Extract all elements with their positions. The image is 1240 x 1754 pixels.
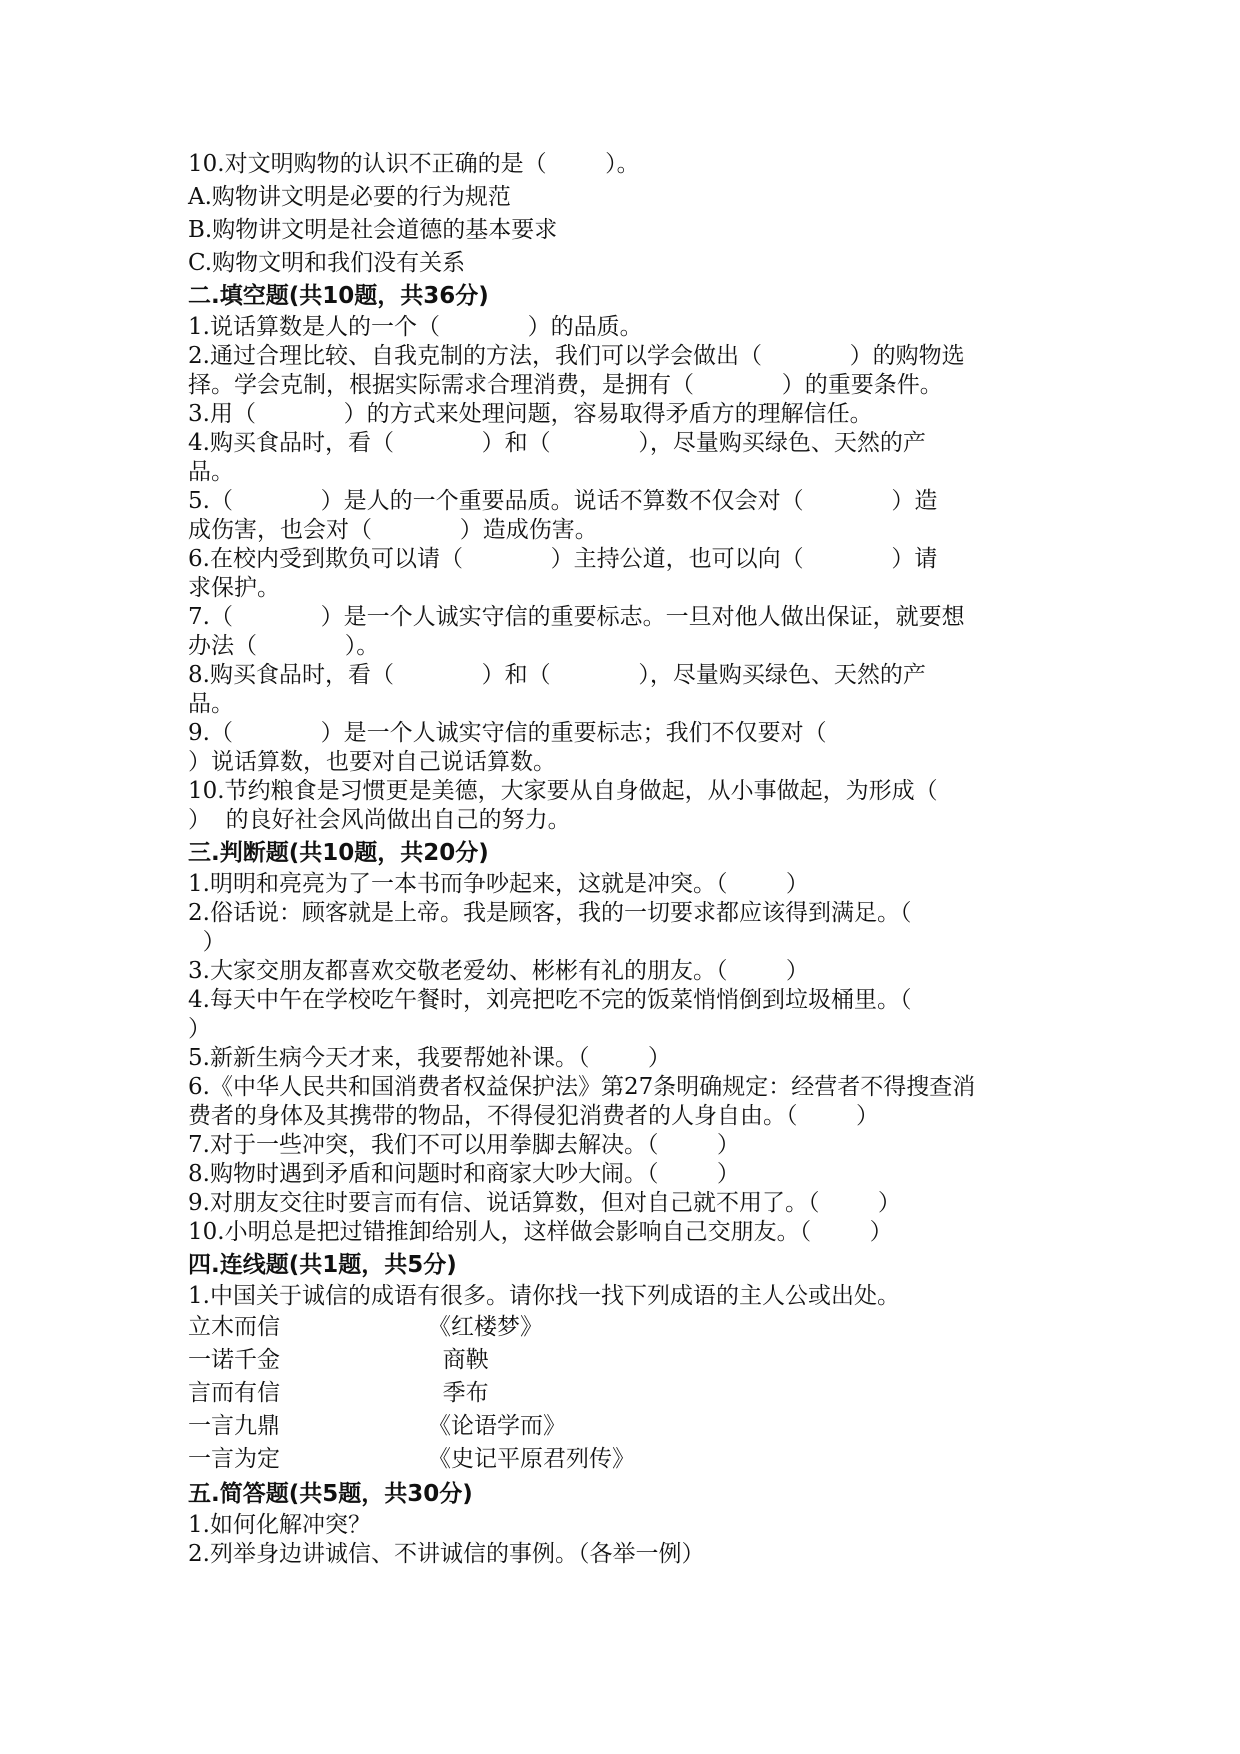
- question-line: ）: [188, 929, 226, 955]
- question-line: 成伤害，也会对（ ）造成伤害。: [188, 517, 598, 543]
- matching-prompt: 1.中国关于诚信的成语有很多。请你找一找下列成语的主人公或出处。: [188, 1283, 900, 1309]
- exam-page: [188, 150, 1068, 1569]
- matching-pair: [188, 1344, 1068, 1377]
- question-line: ）: [188, 1016, 211, 1042]
- question-line: ）说话算数，也要对自己说话算数。: [188, 749, 556, 775]
- section-title: 二.填空题(共10题，共36分): [188, 283, 489, 309]
- option-b: B.购物讲文明是社会道德的基本要求: [188, 217, 558, 243]
- source: 《红楼梦》: [428, 1314, 543, 1340]
- matching-pair: [188, 1377, 1068, 1410]
- question-line: 2.列举身边讲诚信、不讲诚信的事例。（各举一例）: [188, 1541, 705, 1567]
- source: 《史记平原君列传》: [428, 1446, 635, 1472]
- question-line: 3.用（ ）的方式来处理问题，容易取得矛盾方的理解信任。: [188, 401, 873, 427]
- idiom: 立木而信: [188, 1314, 280, 1340]
- question-line: 5.（ ）是人的一个重要品质。说话不算数不仅会对（ ）造: [188, 488, 938, 514]
- option-a: A.购物讲文明是必要的行为规范: [188, 184, 511, 210]
- idiom: 一言为定: [188, 1446, 280, 1472]
- question-line: 4.购买食品时，看（ ）和（ ），尽量购买绿色、天然的产: [188, 430, 926, 456]
- question-line: 3.大家交朋友都喜欢交敬老爱幼、彬彬有礼的朋友。（ ）: [188, 958, 809, 984]
- question-line: 品。: [188, 459, 234, 485]
- question-line: 2.俗话说：顾客就是上帝。我是顾客，我的一切要求都应该得到满足。（: [188, 900, 912, 926]
- option-c: C.购物文明和我们没有关系: [188, 250, 466, 276]
- question-line: 6.在校内受到欺负可以请（ ）主持公道，也可以向（ ）请: [188, 546, 938, 572]
- question-line: 9.（ ）是一个人诚实守信的重要标志；我们不仅要对（: [188, 720, 827, 746]
- section-title: 三.判断题(共10题，共20分): [188, 840, 489, 866]
- idiom: 言而有信: [188, 1380, 280, 1406]
- idiom: 一诺千金: [188, 1347, 280, 1373]
- idiom: 一言九鼎: [188, 1413, 280, 1439]
- matching-pair: [188, 1410, 1068, 1443]
- section-short-answer: [188, 1480, 1068, 1569]
- question-line: ） 的良好社会风尚做出自己的努力。: [188, 807, 571, 833]
- question-line: 1.说话算数是人的一个（ ）的品质。: [188, 314, 643, 340]
- question-line: 6.《中华人民共和国消费者权益保护法》第27条明确规定：经营者不得搜查消: [188, 1074, 976, 1100]
- question-line: 8.购物时遇到矛盾和问题时和商家大吵大闹。（ ）: [188, 1161, 740, 1187]
- question-line: 费者的身体及其携带的物品，不得侵犯消费者的人身自由。（ ）: [188, 1103, 879, 1129]
- question-text: 10.对文明购物的认识不正确的是（ ）。: [188, 151, 640, 177]
- section-true-false: [188, 839, 1068, 1247]
- question-line: 8.购买食品时，看（ ）和（ ），尽量购买绿色、天然的产: [188, 662, 926, 688]
- section-title: 四.连线题(共1题，共5分): [188, 1252, 457, 1278]
- question-line: 7.对于一些冲突，我们不可以用拳脚去解决。（ ）: [188, 1132, 740, 1158]
- matching-pair: [188, 1311, 1068, 1344]
- matching-pair: [188, 1443, 1068, 1476]
- question-line: 1.如何化解冲突？: [188, 1512, 371, 1538]
- question-line: 5.新新生病今天才来，我要帮她补课。（ ）: [188, 1045, 671, 1071]
- question-line: 择。学会克制，根据实际需求合理消费，是拥有（ ）的重要条件。: [188, 372, 943, 398]
- question-line: 7.（ ）是一个人诚实守信的重要标志。一旦对他人做出保证，就要想: [188, 604, 965, 630]
- question-line: 1.明明和亮亮为了一本书而争吵起来，这就是冲突。（ ）: [188, 871, 809, 897]
- source: 季布: [428, 1380, 489, 1406]
- question-line: 9.对朋友交往时要言而有信、说话算数，但对自己就不用了。（ ）: [188, 1190, 901, 1216]
- section-fill-in: [188, 282, 1068, 835]
- source: 《论语学而》: [428, 1413, 566, 1439]
- question-line: 10.小明总是把过错推卸给别人，这样做会影响自己交朋友。（ ）: [188, 1219, 893, 1245]
- source: 商鞅: [428, 1347, 489, 1373]
- question-line: 求保护。: [188, 575, 280, 601]
- question-line: 2.通过合理比较、自我克制的方法，我们可以学会做出（ ）的购物选: [188, 343, 965, 369]
- question-line: 4.每天中午在学校吃午餐时，刘亮把吃不完的饭菜悄悄倒到垃圾桶里。（: [188, 987, 912, 1013]
- section-title: 五.简答题(共5题，共30分): [188, 1481, 473, 1507]
- question-line: 10.节约粮食是习惯更是美德，大家要从自身做起，从小事做起，为形成（: [188, 778, 938, 804]
- section-matching: [188, 1251, 1068, 1476]
- choice-question: [188, 150, 1068, 278]
- question-line: 品。: [188, 691, 234, 717]
- question-line: 办法（ ）。: [188, 633, 380, 659]
